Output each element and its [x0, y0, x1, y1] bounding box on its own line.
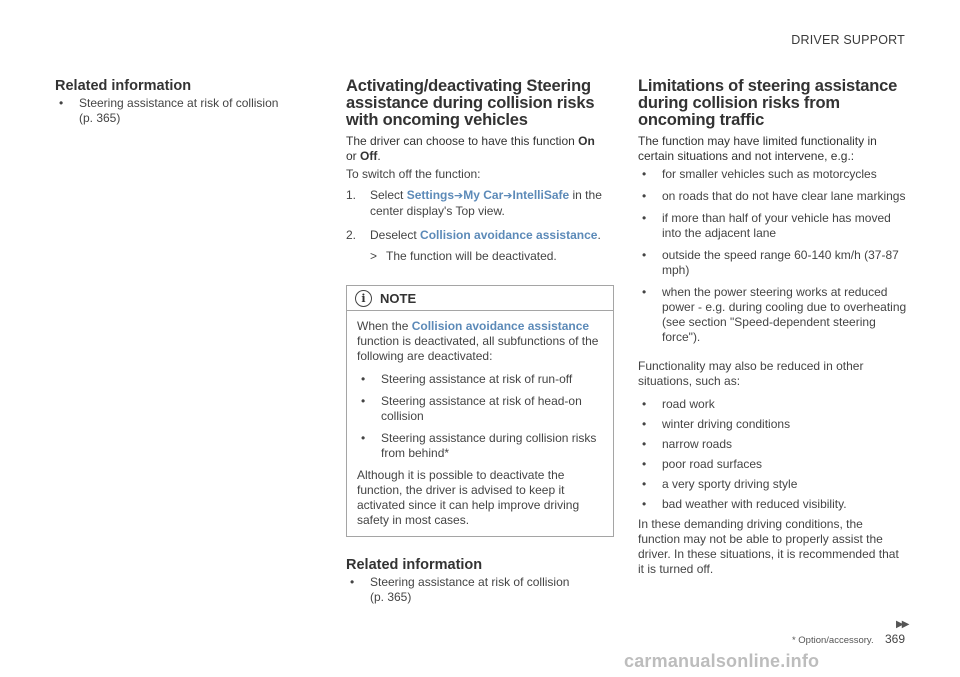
arrow-right-icon: ➔: [454, 190, 464, 202]
list-item: • when the power steering works at reduced power - e.g. during cooling due to overheating (see section "Speed-dependent steering force").: [642, 285, 907, 344]
list-item: • on roads that do not have clear lane markings: [642, 189, 906, 203]
menu-settings[interactable]: Settings: [406, 188, 455, 202]
watermark: carmanualsonline.info: [624, 651, 820, 671]
related-info-list: [346, 575, 614, 605]
arrow-right-icon: ➔: [503, 190, 513, 202]
step-result: > The function will be deactivated.: [370, 249, 557, 263]
list-item: • road work: [642, 397, 715, 411]
list-item: [346, 575, 614, 605]
note-header: [347, 286, 613, 311]
left-column: [55, 78, 295, 131]
off-option: Off: [360, 149, 378, 163]
info-icon: i: [355, 290, 372, 307]
on-option: On: [578, 134, 595, 148]
menu-collision-avoidance: Collision avoidance assistance: [411, 319, 590, 333]
menu-my-car[interactable]: My Car: [463, 188, 504, 202]
footnote: * Option/accessory.: [791, 635, 874, 646]
situations-list: [638, 397, 908, 512]
list-item: [55, 96, 295, 126]
right-column: [638, 78, 908, 583]
limitations-list: [638, 167, 908, 345]
list-item: • Steering assistance at risk of head-on collision: [361, 394, 582, 423]
step-1: 1. Select Settings➔My Car➔IntelliSafe in the center display's Top view.: [346, 188, 602, 218]
section-title: Limitations of steering assistance during collision risks from oncoming traffic: [638, 77, 898, 129]
related-info-heading: Related information: [346, 557, 483, 573]
list-item: • outside the speed range 60-140 km/h (37-87 mph): [642, 248, 899, 277]
intro-text: The driver can choose to have this function On or Off.: [346, 134, 595, 163]
list-item: • Steering assistance at risk of run-off: [361, 372, 573, 386]
steps-list: [346, 188, 614, 243]
section-title: Activating/deactivating Steering assistance during collision risks with oncoming vehicles: [346, 77, 595, 129]
next-page-icon[interactable]: ▶▶: [896, 619, 908, 630]
step-2: 2. Deselect Collision avoidance assistance.: [346, 228, 601, 242]
note-closing: Although it is possible to deactivate the function, the driver is advised to keep it activated since it can help improve driving safety in most cases.: [357, 468, 580, 527]
note-list: [357, 372, 603, 461]
list-item: • bad weather with reduced visibility.: [642, 497, 847, 511]
section-header: DRIVER SUPPORT: [791, 33, 905, 47]
bullet-icon: •: [350, 575, 355, 589]
list-item: • for smaller vehicles such as motorcycles: [642, 167, 877, 181]
related-link[interactable]: Steering assistance at risk of collision: [370, 575, 570, 589]
related-info-heading: Related information: [55, 78, 192, 94]
switch-off-text: To switch off the function:: [346, 167, 481, 181]
closing-text: In these demanding driving conditions, the function may not be able to properly assist the driver. In these situations, it is recommended that it is turned off.: [638, 517, 899, 576]
middle-column: [346, 78, 614, 610]
page-footer: [792, 632, 905, 646]
page-ref: (p. 365): [370, 590, 412, 604]
related-info-list: [55, 96, 295, 126]
note-box: [346, 285, 614, 537]
related-link[interactable]: Steering assistance at risk of collision: [79, 96, 279, 110]
page-number: 369: [884, 632, 905, 646]
list-item: • winter driving conditions: [642, 417, 791, 431]
list-item: • a very sporty driving style: [642, 477, 798, 491]
list-item: • narrow roads: [642, 437, 733, 451]
list-item: • Steering assistance during collision risks from behind*: [361, 431, 597, 460]
result-marker: >: [370, 249, 378, 263]
menu-collision-avoidance[interactable]: Collision avoidance assistance: [420, 228, 598, 242]
list-item: • poor road surfaces: [642, 457, 763, 471]
bullet-icon: •: [59, 96, 64, 110]
other-situations-text: Functionality may also be reduced in other situations, such as:: [638, 359, 864, 388]
list-item: • if more than half of your vehicle has moved into the adjacent lane: [642, 211, 891, 240]
menu-intellisafe[interactable]: IntelliSafe: [512, 188, 570, 202]
page-ref: (p. 365): [79, 111, 121, 125]
intro-text: The function may have limited functionality in certain situations and not intervene, e.g.:: [638, 134, 877, 163]
note-text: When the Collision avoidance assistance function is deactivated, all subfunctions of the following are deactivated:: [357, 319, 599, 363]
note-title: NOTE: [380, 290, 417, 306]
